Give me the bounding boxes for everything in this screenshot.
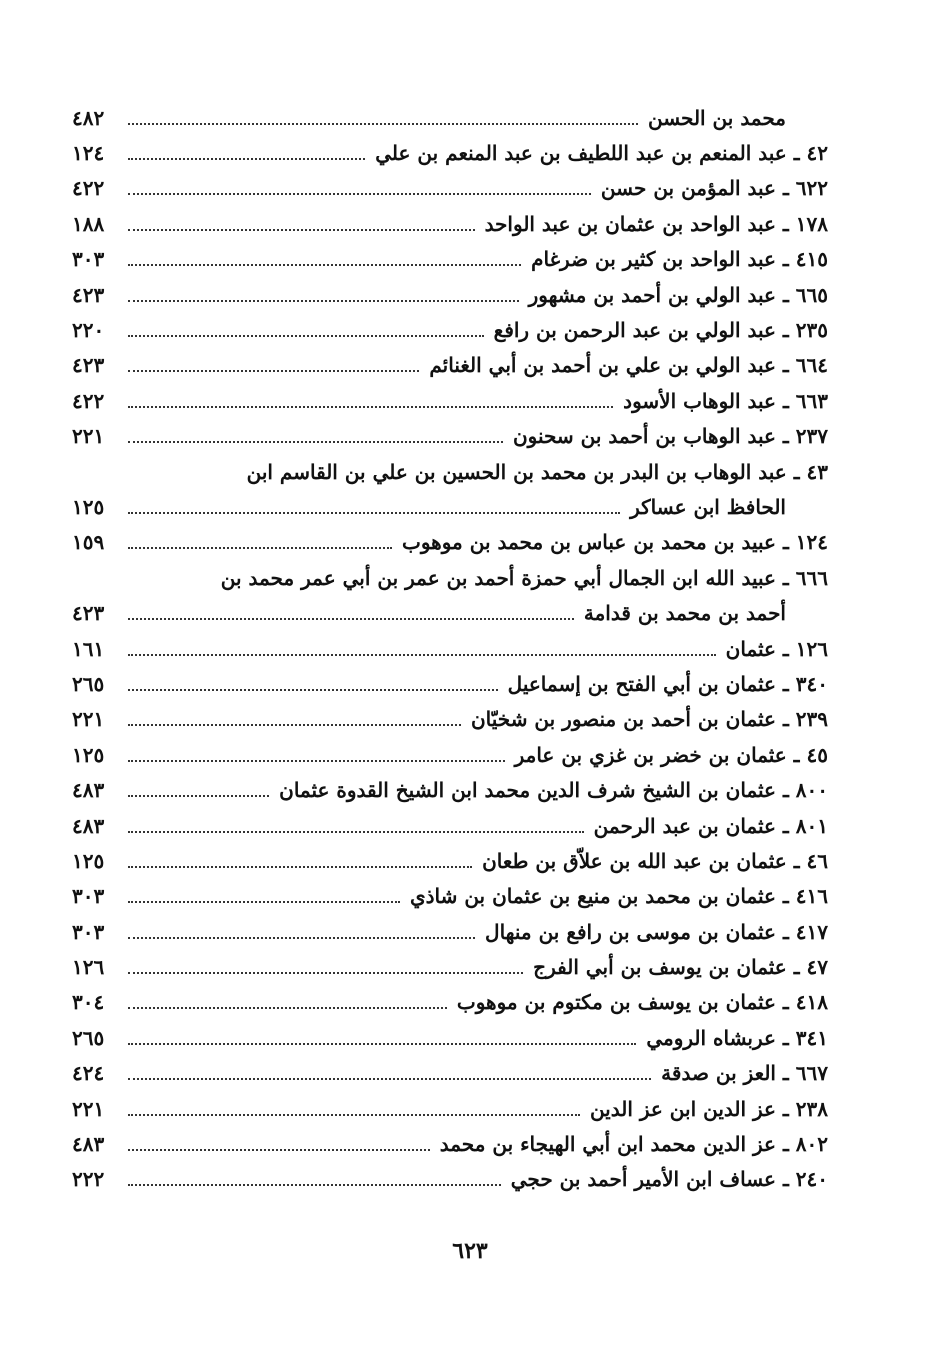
entry-page-number: ٢٢٢ <box>72 1167 105 1192</box>
index-entry <box>72 666 828 701</box>
entry-text: ٢٣٩ ـ عثمان بن أحمد بن منصور بن شخيّان <box>470 707 828 732</box>
dot-leader <box>128 158 365 160</box>
entry-text: ٤٥ ـ عثمان بن خضر بن غزي بن عامر <box>514 742 828 767</box>
dot-leader <box>128 831 584 833</box>
entry-text: ٣٤١ ـ عربشاه الرومي <box>646 1025 828 1050</box>
entry-text: ٤١٦ ـ عثمان بن محمد بن منيع بن عثمان بن شاذي <box>409 884 828 909</box>
index-entry <box>72 843 828 878</box>
index-entry <box>72 772 828 807</box>
index-entry <box>72 525 828 560</box>
entry-text: ٦٦٤ ـ عبد الولي بن علي بن أحمد بن أبي الغنائم <box>429 353 828 378</box>
dot-leader <box>128 937 475 939</box>
entry-page-number: ٤٨٣ <box>72 1132 105 1157</box>
page-number: ٦٢٣ <box>452 1238 488 1264</box>
entry-page-number: ٤٢٤ <box>72 1061 105 1086</box>
dot-leader <box>128 760 505 762</box>
entry-page-number: ٢٢١ <box>72 1096 105 1121</box>
dot-leader <box>128 193 591 195</box>
entry-text: ٦٢٢ ـ عبد المؤمن بن حسن <box>600 176 828 201</box>
dot-leader <box>128 547 392 549</box>
dot-leader <box>128 229 475 231</box>
entry-text: ٦٦٥ ـ عبد الولي بن أحمد بن مشهور <box>528 282 828 307</box>
entry-text: الحافظ ابن عساكر <box>630 494 786 519</box>
entry-page-number: ١٢٥ <box>72 742 105 767</box>
index-entry <box>72 277 828 312</box>
entry-text: ٣٤٠ ـ عثمان بن أبي الفتح بن إسماعيل <box>507 671 828 696</box>
dot-leader <box>128 724 461 726</box>
entry-text: محمد بن الحسن <box>647 105 786 130</box>
entry-text: ١٢٦ ـ عثمان <box>725 636 828 661</box>
entry-text: ٤١٨ ـ عثمان بن يوسف بن مكتوم بن موهوب <box>456 990 828 1015</box>
entry-page-number: ١٢٦ <box>72 955 105 980</box>
index-entry <box>72 135 828 170</box>
index-entry <box>72 808 828 843</box>
entry-page-number: ٣٠٤ <box>72 990 105 1015</box>
index-entries <box>72 100 828 1197</box>
dot-leader <box>128 972 523 974</box>
entry-text: ٢٣٨ ـ عز الدين ابن عز الدين <box>589 1096 828 1121</box>
entry-text: ٢٣٥ ـ عبد الولي بن عبد الرحمن بن رافع <box>493 318 828 343</box>
index-entry <box>72 383 828 418</box>
entry-page-number: ١٢٤ <box>72 141 105 166</box>
index-entry <box>72 879 828 914</box>
dot-leader <box>128 264 521 266</box>
index-entry <box>72 1126 828 1161</box>
index-entry <box>72 985 828 1020</box>
dot-leader <box>128 866 472 868</box>
entry-page-number: ٢٢١ <box>72 424 105 449</box>
index-entry <box>72 419 828 454</box>
entry-text: ١٢٤ ـ عبيد بن محمد بن عباس بن محمد بن موهوب <box>402 530 828 555</box>
entry-text: ٨٠٠ ـ عثمان بن الشيخ شرف الدين محمد ابن الشيخ القدوة عثمان <box>279 778 828 803</box>
entry-page-number: ٣٠٣ <box>72 884 105 909</box>
index-entry <box>72 242 828 277</box>
dot-leader <box>128 1043 636 1045</box>
dot-leader <box>128 300 519 302</box>
index-entry <box>72 489 828 524</box>
entry-page-number: ١٢٥ <box>72 494 105 519</box>
dot-leader <box>128 406 613 408</box>
index-entry <box>72 1020 828 1055</box>
dot-leader <box>128 795 269 797</box>
entry-page-number: ٤٨٣ <box>72 778 105 803</box>
entry-text: ٤٢ ـ عبد المنعم بن عبد اللطيف بن عبد المنعم بن علي <box>375 141 828 166</box>
index-entry <box>72 914 828 949</box>
entry-text: أحمد بن محمد بن قدامة <box>583 601 786 626</box>
index-entry <box>72 1091 828 1126</box>
index-entry <box>72 348 828 383</box>
index-entry <box>72 312 828 347</box>
dot-leader <box>128 618 574 620</box>
entry-text: ٤٦ ـ عثمان بن عبد الله بن علاّق بن طعان <box>482 848 828 873</box>
index-entry <box>72 171 828 206</box>
entry-text: ٨٠١ ـ عثمان بن عبد الرحمن <box>593 813 828 838</box>
entry-page-number: ١٢٥ <box>72 848 105 873</box>
entry-text: ٤٣ ـ عبد الوهاب بن البدر بن محمد بن الحسين بن علي بن القاسم ابن <box>246 459 828 484</box>
entry-page-number: ٢٦٥ <box>72 1025 105 1050</box>
index-entry <box>72 631 828 666</box>
index-entry <box>72 454 828 489</box>
entry-text: ٢٣٧ ـ عبد الوهاب بن أحمد بن سحنون <box>512 424 828 449</box>
dot-leader <box>128 123 638 125</box>
entry-page-number: ٤٢٣ <box>72 353 105 378</box>
entry-page-number: ٣٠٣ <box>72 919 105 944</box>
index-entry <box>72 1162 828 1197</box>
entry-page-number: ٤٨٢ <box>72 105 105 130</box>
entry-text: ٤١٧ ـ عثمان بن موسى بن رافع بن منهال <box>485 919 828 944</box>
entry-text: ٦٦٧ ـ العز بن صدقة <box>661 1061 828 1086</box>
dot-leader <box>128 689 498 691</box>
entry-page-number: ١٨٨ <box>72 211 105 236</box>
dot-leader <box>128 1078 651 1080</box>
entry-text: ٢٤٠ ـ عساف ابن الأمير أحمد بن حجي <box>510 1167 828 1192</box>
dot-leader <box>128 1114 580 1116</box>
dot-leader <box>128 441 503 443</box>
dot-leader <box>128 1007 447 1009</box>
entry-page-number: ٢٢٠ <box>72 318 105 343</box>
entry-text: ٦٦٦ ـ عبيد الله ابن الجمال أبي حمزة أحمد بن عمر بن أبي عمر محمد بن <box>220 565 828 590</box>
entry-page-number: ٤٢٢ <box>72 176 105 201</box>
entry-text: ٤١٥ ـ عبد الواحد بن كثير بن ضرغام <box>531 247 828 272</box>
entry-page-number: ٣٠٣ <box>72 247 105 272</box>
entry-text: ١٧٨ ـ عبد الواحد بن عثمان بن عبد الواحد <box>484 211 828 236</box>
index-entry <box>72 737 828 772</box>
index-entry <box>72 100 828 135</box>
dot-leader <box>128 512 620 514</box>
dot-leader <box>128 1184 501 1186</box>
index-entry <box>72 949 828 984</box>
index-entry <box>72 1056 828 1091</box>
entry-text: ٨٠٢ ـ عز الدين محمد ابن أبي الهيجاء بن محمد <box>439 1132 828 1157</box>
entry-page-number: ٤٢٣ <box>72 601 105 626</box>
dot-leader <box>128 370 419 372</box>
index-entry <box>72 702 828 737</box>
index-entry <box>72 560 828 595</box>
entry-text: ٦٦٣ ـ عبد الوهاب الأسود <box>623 388 828 413</box>
entry-page-number: ١٦١ <box>72 636 105 661</box>
entry-page-number: ٢٦٥ <box>72 671 105 696</box>
index-entry <box>72 595 828 630</box>
dot-leader <box>128 335 484 337</box>
entry-page-number: ٢٢١ <box>72 707 105 732</box>
dot-leader <box>128 1149 430 1151</box>
entry-page-number: ١٥٩ <box>72 530 105 555</box>
index-entry <box>72 206 828 241</box>
dot-leader <box>128 654 716 656</box>
entry-text: ٤٧ ـ عثمان بن يوسف بن أبي الفرج <box>533 955 828 980</box>
entry-page-number: ٤٢٣ <box>72 282 105 307</box>
entry-page-number: ٤٨٣ <box>72 813 105 838</box>
dot-leader <box>128 901 400 903</box>
entry-page-number: ٤٢٢ <box>72 388 105 413</box>
